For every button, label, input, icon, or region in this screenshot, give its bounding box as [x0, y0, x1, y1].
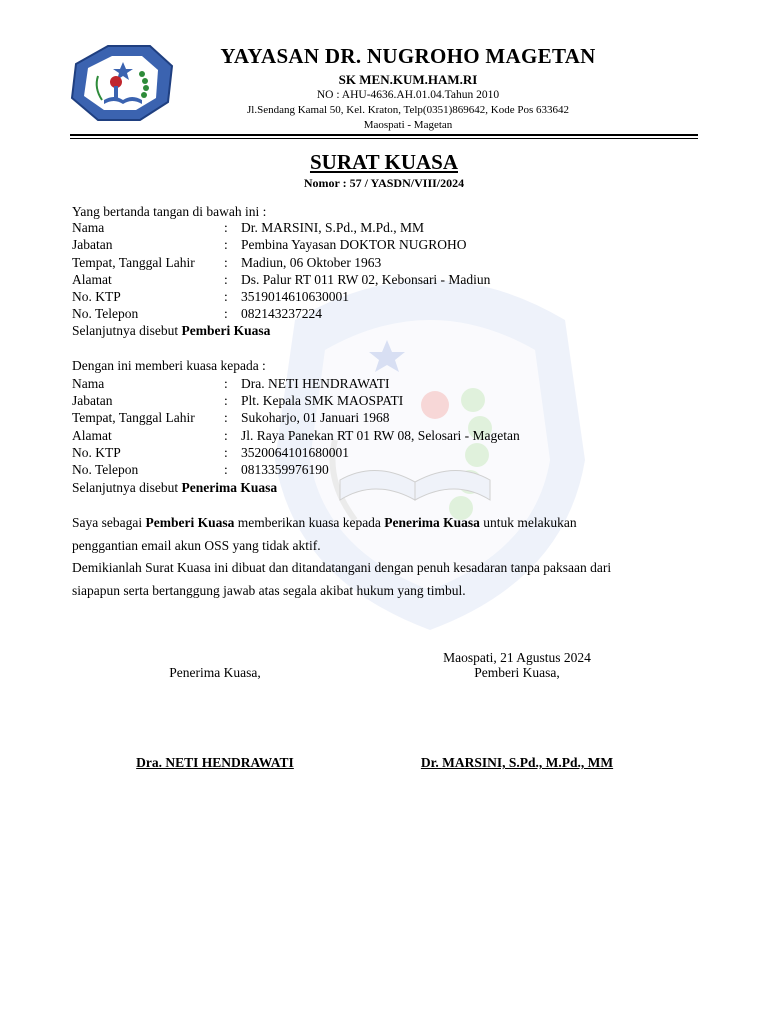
- colon: :: [224, 289, 228, 304]
- colon: :: [224, 237, 228, 252]
- pemberi-label-nama: Nama: [72, 220, 105, 235]
- pemberi-value-alamat: Ds. Palur RT 011 RW 02, Kebonsari - Madiun: [241, 272, 491, 287]
- penerima-label-ttl: Tempat, Tanggal Lahir: [72, 410, 195, 425]
- penerima-value-telepon: 0813359976190: [241, 462, 329, 477]
- sk-ministry-line: SK MEN.KUM.HAM.RI: [338, 72, 478, 87]
- body1-a: Saya sebagai: [72, 515, 146, 530]
- penerima-note: [72, 480, 277, 496]
- body1-d: Penerima Kuasa: [384, 515, 480, 530]
- pemberi-value-ttl: Madiun, 06 Oktober 1963: [241, 255, 382, 270]
- penerima-note-prefix: Selanjutnya disebut: [72, 480, 182, 495]
- penerima-value-jabatan: Plt. Kepala SMK MAOSPATI: [241, 393, 404, 408]
- place-date: Maospati, 21 Agustus 2024: [443, 650, 591, 665]
- pemberi-note-prefix: Selanjutnya disebut: [72, 323, 182, 338]
- pemberi-sign-label: Pemberi Kuasa,: [474, 665, 560, 680]
- registration-number: NO : AHU-4636.AH.01.04.Tahun 2010: [316, 89, 500, 101]
- penerima-value-ktp: 3520064101680001: [241, 445, 349, 460]
- header-rule-thin: [70, 138, 698, 139]
- pemberi-label-ttl: Tempat, Tanggal Lahir: [72, 255, 195, 270]
- body-line-3: Demikianlah Surat Kuasa ini dibuat dan ditandatangani dengan penuh kesadaran tanpa paksaan dari: [72, 560, 612, 575]
- pemberi-value-ktp: 3519014610630001: [241, 289, 349, 304]
- body1-e: untuk melakukan: [479, 515, 577, 530]
- colon: :: [224, 393, 228, 408]
- colon: :: [224, 445, 228, 460]
- organization-city: Maospati - Magetan: [363, 119, 453, 131]
- penerima-label-nama: Nama: [72, 376, 105, 391]
- letter-number: Nomor : 57 / YASDN/VIII/2024: [303, 176, 465, 190]
- foundation-logo-icon: [68, 44, 178, 122]
- body-line-1: [72, 515, 577, 531]
- intro-text: Yang bertanda tangan di bawah ini :: [72, 204, 267, 219]
- colon: :: [224, 410, 228, 425]
- body1-b: Pemberi Kuasa: [145, 515, 235, 530]
- penerima-label-alamat: Alamat: [72, 428, 112, 443]
- penerima-value-nama: Dra. NETI HENDRAWATI: [241, 376, 390, 391]
- organization-name: YAYASAN DR. NUGROHO MAGETAN: [220, 44, 596, 68]
- pemberi-value-jabatan: Pembina Yayasan DOKTOR NUGROHO: [241, 237, 467, 252]
- colon: :: [224, 428, 228, 443]
- colon: :: [224, 255, 228, 270]
- penerima-sign-label: Penerima Kuasa,: [169, 665, 261, 680]
- penerima-label-ktp: No. KTP: [72, 445, 121, 460]
- pemberi-sign-name: Dr. MARSINI, S.Pd., M.Pd., MM: [420, 755, 614, 770]
- penerima-value-ttl: Sukoharjo, 01 Januari 1968: [241, 410, 390, 425]
- colon: :: [224, 220, 228, 235]
- penerima-value-alamat: Jl. Raya Panekan RT 01 RW 08, Selosari - Magetan: [241, 428, 520, 443]
- penerima-label-jabatan: Jabatan: [72, 393, 113, 408]
- colon: :: [224, 306, 228, 321]
- pemberi-value-telepon: 082143237224: [241, 306, 322, 321]
- body-line-4: siapapun serta bertanggung jawab atas segala akibat hukum yang timbul.: [72, 583, 466, 598]
- penerima-note-bold: Penerima Kuasa: [181, 480, 278, 495]
- intro2-text: Dengan ini memberi kuasa kepada :: [72, 358, 266, 373]
- body-line-2: penggantian email akun OSS yang tidak aktif.: [72, 538, 321, 553]
- header-rule-thick: [70, 134, 698, 136]
- letter-title: SURAT KUASA: [309, 150, 458, 174]
- pemberi-label-ktp: No. KTP: [72, 289, 121, 304]
- penerima-label-telepon: No. Telepon: [72, 462, 139, 477]
- body1-c: memberikan kuasa kepada: [234, 515, 385, 530]
- pemberi-value-nama: Dr. MARSINI, S.Pd., M.Pd., MM: [241, 220, 425, 235]
- colon: :: [224, 376, 228, 391]
- pemberi-note: [72, 323, 270, 339]
- penerima-sign-name: Dra. NETI HENDRAWATI: [136, 755, 294, 770]
- colon: :: [224, 462, 228, 477]
- colon: :: [224, 272, 228, 287]
- pemberi-label-jabatan: Jabatan: [72, 237, 113, 252]
- organization-address: Jl.Sendang Kamal 50, Kel. Kraton, Telp(0351)869642, Kode Pos 633642: [247, 104, 569, 116]
- pemberi-label-alamat: Alamat: [72, 272, 112, 287]
- pemberi-label-telepon: No. Telepon: [72, 306, 139, 321]
- pemberi-note-bold: Pemberi Kuasa: [181, 323, 271, 338]
